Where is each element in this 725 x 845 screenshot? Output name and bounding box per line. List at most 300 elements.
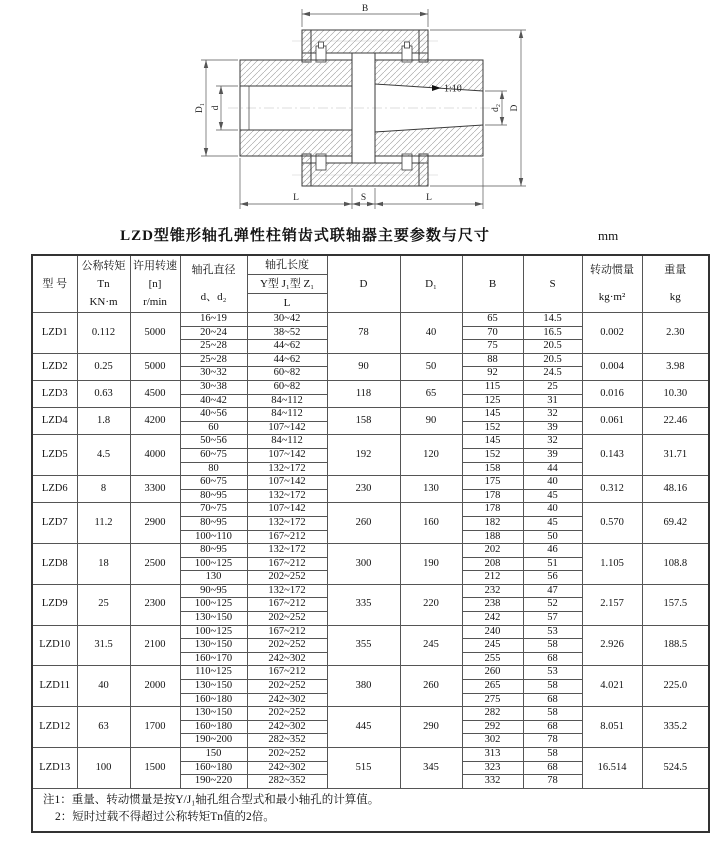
header-line: kg·m² [598, 291, 626, 303]
cell-weight: 10.30 [642, 380, 709, 407]
table-row [32, 748, 709, 762]
dim-arrow-icon [219, 86, 223, 94]
cell-bore-length: 107~142 [247, 448, 327, 462]
cell-S: 68 [523, 720, 582, 734]
cell-bore-length: 167~212 [247, 598, 327, 612]
cell-S: 32 [523, 435, 582, 449]
notes-cell [32, 788, 709, 832]
cell-D1: 40 [400, 313, 462, 354]
header-line: KN·m [89, 296, 118, 308]
dim-arrow-icon [375, 202, 383, 206]
cell-bore-diameter: 40~42 [180, 394, 247, 408]
cell-bore-length: 132~172 [247, 544, 327, 558]
pin-cap-top-right [405, 42, 410, 48]
cell-torque: 63 [77, 707, 130, 748]
col-header-bore-length [247, 255, 327, 313]
cell-bore-length: 202~252 [247, 612, 327, 626]
cell-bore-diameter: 25~28 [180, 353, 247, 367]
cell-B: 145 [462, 408, 523, 422]
cell-bore-length: 60~82 [247, 380, 327, 394]
dim-arrow-icon [344, 202, 352, 206]
cell-speed: 5000 [130, 313, 180, 354]
cell-model: LZD3 [32, 380, 77, 407]
cell-bore-diameter: 60 [180, 421, 247, 435]
header-line: Y型 J₁型 Z₁ [248, 275, 327, 294]
cell-model: LZD7 [32, 503, 77, 544]
cell-D: 335 [327, 584, 400, 625]
cell-S: 46 [523, 544, 582, 558]
table-wrapper [0, 250, 725, 833]
cell-bore-length: 167~212 [247, 625, 327, 639]
cell-S: 51 [523, 557, 582, 571]
cell-speed: 2000 [130, 666, 180, 707]
cell-torque: 40 [77, 666, 130, 707]
cell-bore-diameter: 25~28 [180, 340, 247, 354]
cell-bore-length: 38~52 [247, 326, 327, 340]
cell-S: 78 [523, 775, 582, 789]
cell-inertia: 0.016 [582, 380, 642, 407]
cell-model: LZD13 [32, 748, 77, 789]
cell-B: 178 [462, 503, 523, 517]
cell-S: 68 [523, 761, 582, 775]
cell-bore-length: 44~62 [247, 340, 327, 354]
cell-speed: 2300 [130, 584, 180, 625]
sleeve-top-flange-right [419, 30, 428, 62]
cell-S: 25 [523, 380, 582, 394]
cell-weight: 22.46 [642, 408, 709, 435]
cell-B: 212 [462, 571, 523, 585]
cell-B: 152 [462, 421, 523, 435]
cell-bore-length: 84~112 [247, 435, 327, 449]
dim-label-d: d [211, 105, 221, 111]
cell-S: 68 [523, 652, 582, 666]
cell-bore-diameter: 130~150 [180, 612, 247, 626]
cell-inertia: 16.514 [582, 748, 642, 789]
cell-torque: 4.5 [77, 435, 130, 476]
cell-B: 260 [462, 666, 523, 680]
header-row [32, 255, 709, 313]
cell-weight: 108.8 [642, 544, 709, 585]
cell-speed: 3300 [130, 476, 180, 503]
cell-B: 178 [462, 489, 523, 503]
notes-row [32, 788, 709, 832]
cell-D: 230 [327, 476, 400, 503]
cell-S: 24.5 [523, 367, 582, 381]
cell-D1: 65 [400, 380, 462, 407]
cell-bore-diameter: 60~75 [180, 476, 247, 490]
cell-D1: 160 [400, 503, 462, 544]
cell-speed: 2100 [130, 625, 180, 666]
cell-B: 255 [462, 652, 523, 666]
cell-bore-length: 44~62 [247, 353, 327, 367]
cell-bore-diameter: 80~95 [180, 489, 247, 503]
cell-bore-length: 132~172 [247, 462, 327, 476]
cell-bore-length: 84~112 [247, 394, 327, 408]
taper-label: 1:10 [444, 83, 462, 95]
cell-weight: 69.42 [642, 503, 709, 544]
cell-speed: 2900 [130, 503, 180, 544]
dim-arrow-icon [240, 202, 248, 206]
cell-bore-diameter: 80 [180, 462, 247, 476]
cell-bore-diameter: 30~32 [180, 367, 247, 381]
note-2: 2：短时过载不得超过公称转矩Tn值的2倍。 [55, 810, 275, 823]
cell-bore-length: 242~302 [247, 652, 327, 666]
hub-right-hatch-bottom [375, 125, 483, 156]
cell-speed: 4000 [130, 435, 180, 476]
cell-torque: 31.5 [77, 625, 130, 666]
cell-bore-length: 107~142 [247, 421, 327, 435]
sleeve-bottom-flange-left [302, 154, 311, 186]
cell-D: 260 [327, 503, 400, 544]
cell-bore-diameter: 160~180 [180, 693, 247, 707]
col-header-torque [77, 255, 130, 313]
cell-weight: 188.5 [642, 625, 709, 666]
table-row [32, 503, 709, 517]
cell-B: 125 [462, 394, 523, 408]
cell-bore-length: 242~302 [247, 720, 327, 734]
cell-S: 20.5 [523, 353, 582, 367]
cell-B: 202 [462, 544, 523, 558]
table-row [32, 544, 709, 558]
cell-bore-length: 202~252 [247, 707, 327, 721]
cell-torque: 8 [77, 476, 130, 503]
cell-bore-diameter: 130~150 [180, 707, 247, 721]
table-row [32, 707, 709, 721]
cell-torque: 0.25 [77, 353, 130, 380]
cell-bore-length: 60~82 [247, 367, 327, 381]
cell-B: 175 [462, 476, 523, 490]
cell-S: 45 [523, 489, 582, 503]
dim-arrow-icon [367, 202, 375, 206]
cell-bore-diameter: 50~56 [180, 435, 247, 449]
cell-speed: 5000 [130, 353, 180, 380]
coupling-section-drawing [0, 0, 725, 222]
cell-bore-length: 107~142 [247, 503, 327, 517]
cell-B: 245 [462, 639, 523, 653]
cell-D1: 120 [400, 435, 462, 476]
parameter-table [31, 254, 710, 833]
cell-inertia: 0.061 [582, 408, 642, 435]
cell-S: 50 [523, 530, 582, 544]
header-line: Tn [97, 278, 110, 290]
cell-B: 70 [462, 326, 523, 340]
dim-label-B: B [361, 4, 369, 14]
hub-left-hatch-top [240, 60, 352, 86]
cell-S: 68 [523, 693, 582, 707]
hub-right-hatch-top [375, 60, 483, 91]
cell-speed: 2500 [130, 544, 180, 585]
cell-inertia: 0.312 [582, 476, 642, 503]
cell-model: LZD5 [32, 435, 77, 476]
cell-D: 355 [327, 625, 400, 666]
cell-B: 313 [462, 748, 523, 762]
cell-bore-diameter: 130 [180, 571, 247, 585]
cell-S: 40 [523, 476, 582, 490]
cell-B: 332 [462, 775, 523, 789]
cell-inertia: 1.105 [582, 544, 642, 585]
cell-inertia: 4.021 [582, 666, 642, 707]
col-header-S: S [523, 255, 582, 313]
hub-left-hatch-bottom [240, 130, 352, 156]
cell-S: 53 [523, 625, 582, 639]
cell-inertia: 0.570 [582, 503, 642, 544]
dim-arrow-icon [219, 122, 223, 130]
cell-B: 265 [462, 680, 523, 694]
cell-weight: 3.98 [642, 353, 709, 380]
table-header [32, 255, 709, 313]
col-header-speed [130, 255, 180, 313]
col-header-bore-diameter [180, 255, 247, 313]
table-row [32, 380, 709, 394]
sleeve-bottom-flange-right [419, 154, 428, 186]
cell-inertia: 8.051 [582, 707, 642, 748]
cell-bore-length: 202~252 [247, 748, 327, 762]
cell-bore-diameter: 160~180 [180, 720, 247, 734]
cell-bore-diameter: 16~19 [180, 313, 247, 327]
cell-B: 115 [462, 380, 523, 394]
table-row [32, 435, 709, 449]
cell-bore-length: 202~252 [247, 680, 327, 694]
header-line: r/min [143, 296, 167, 308]
cell-model: LZD8 [32, 544, 77, 585]
table-row [32, 476, 709, 490]
cell-weight: 48.16 [642, 476, 709, 503]
cell-bore-diameter: 100~110 [180, 530, 247, 544]
cell-B: 145 [462, 435, 523, 449]
cell-bore-length: 167~212 [247, 557, 327, 571]
cell-B: 292 [462, 720, 523, 734]
cell-torque: 11.2 [77, 503, 130, 544]
title-row [0, 222, 725, 250]
cell-bore-diameter: 40~56 [180, 408, 247, 422]
sleeve-top-flange-left [302, 30, 311, 62]
header-line: 公称转矩 [81, 260, 126, 272]
cell-bore-diameter: 160~180 [180, 761, 247, 775]
cell-torque: 100 [77, 748, 130, 789]
cell-D1: 190 [400, 544, 462, 585]
header-line: d、d₂ [200, 291, 227, 303]
cell-S: 40 [523, 503, 582, 517]
dim-arrow-icon [519, 178, 523, 186]
cell-S: 56 [523, 571, 582, 585]
cell-torque: 18 [77, 544, 130, 585]
cell-D1: 220 [400, 584, 462, 625]
cell-S: 58 [523, 707, 582, 721]
header-line: kg [669, 291, 681, 303]
dim-arrow-icon [204, 148, 208, 156]
cell-bore-length: 167~212 [247, 530, 327, 544]
cell-D1: 260 [400, 666, 462, 707]
cell-S: 14.5 [523, 313, 582, 327]
cell-bore-diameter: 100~125 [180, 625, 247, 639]
header-line: 轴孔长度 [248, 256, 327, 275]
cell-S: 58 [523, 748, 582, 762]
cell-bore-diameter: 130~150 [180, 639, 247, 653]
header-line: [n] [148, 278, 162, 290]
cell-B: 232 [462, 584, 523, 598]
cell-B: 75 [462, 340, 523, 354]
cell-S: 39 [523, 448, 582, 462]
cell-weight: 225.0 [642, 666, 709, 707]
dim-arrow-icon [519, 30, 523, 38]
dim-label-S: S [360, 193, 367, 203]
cell-inertia: 0.002 [582, 313, 642, 354]
cell-bore-length: 132~172 [247, 489, 327, 503]
cell-D1: 50 [400, 353, 462, 380]
cell-model: LZD4 [32, 408, 77, 435]
cell-bore-length: 282~352 [247, 734, 327, 748]
cell-B: 323 [462, 761, 523, 775]
table-row [32, 625, 709, 639]
cell-B: 158 [462, 462, 523, 476]
cell-D1: 90 [400, 408, 462, 435]
cell-torque: 0.112 [77, 313, 130, 354]
cell-S: 53 [523, 666, 582, 680]
cell-D1: 130 [400, 476, 462, 503]
cell-model: LZD1 [32, 313, 77, 354]
cell-B: 208 [462, 557, 523, 571]
header-line: 轴孔直径 [191, 264, 236, 276]
col-header-weight [642, 255, 709, 313]
header-line: 许用转速 [133, 260, 177, 272]
cell-D: 78 [327, 313, 400, 354]
cell-bore-diameter: 20~24 [180, 326, 247, 340]
cell-torque: 1.8 [77, 408, 130, 435]
cell-speed: 1700 [130, 707, 180, 748]
dim-label-d2: d₂ [491, 103, 501, 113]
cell-bore-diameter: 80~95 [180, 544, 247, 558]
cell-D: 445 [327, 707, 400, 748]
cell-bore-diameter: 60~75 [180, 448, 247, 462]
dim-arrow-icon [420, 12, 428, 16]
dim-label-L-right: L [426, 193, 432, 203]
dim-label-D: D [510, 104, 520, 112]
dim-arrow-icon [475, 202, 483, 206]
pin-cap-top-left [319, 42, 324, 48]
cell-B: 188 [462, 530, 523, 544]
cell-B: 65 [462, 313, 523, 327]
cell-bore-diameter: 190~200 [180, 734, 247, 748]
cell-weight: 524.5 [642, 748, 709, 789]
cell-S: 44 [523, 462, 582, 476]
cell-D: 515 [327, 748, 400, 789]
cell-model: LZD9 [32, 584, 77, 625]
cell-weight: 31.71 [642, 435, 709, 476]
table-row [32, 584, 709, 598]
cell-speed: 4500 [130, 380, 180, 407]
cell-S: 20.5 [523, 340, 582, 354]
dim-arrow-icon [500, 91, 504, 99]
cell-bore-diameter: 130~150 [180, 680, 247, 694]
unit-label: mm [598, 228, 619, 243]
cell-D: 192 [327, 435, 400, 476]
cell-S: 58 [523, 639, 582, 653]
cell-model: LZD11 [32, 666, 77, 707]
cell-bore-diameter: 80~95 [180, 516, 247, 530]
col-header-D: D [327, 255, 400, 313]
cell-bore-length: 242~302 [247, 693, 327, 707]
cell-inertia: 2.157 [582, 584, 642, 625]
cell-B: 282 [462, 707, 523, 721]
cell-torque: 25 [77, 584, 130, 625]
cell-D: 380 [327, 666, 400, 707]
cell-model: LZD10 [32, 625, 77, 666]
table-row [32, 408, 709, 422]
cell-bore-length: 282~352 [247, 775, 327, 789]
cell-S: 57 [523, 612, 582, 626]
cell-bore-diameter: 150 [180, 748, 247, 762]
cell-D: 90 [327, 353, 400, 380]
header-line: 转动惯量 [590, 264, 634, 276]
cell-speed: 4200 [130, 408, 180, 435]
cell-bore-diameter: 100~125 [180, 557, 247, 571]
cell-model: LZD6 [32, 476, 77, 503]
dim-arrow-icon [204, 60, 208, 68]
table-row [32, 313, 709, 327]
header-line: L [283, 297, 291, 309]
cell-S: 45 [523, 516, 582, 530]
dim-label-D1: D₁ [195, 102, 205, 114]
cell-inertia: 2.926 [582, 625, 642, 666]
table-footer [32, 788, 709, 832]
cell-B: 242 [462, 612, 523, 626]
cell-bore-diameter: 30~38 [180, 380, 247, 394]
cell-torque: 0.63 [77, 380, 130, 407]
cell-bore-diameter: 110~125 [180, 666, 247, 680]
cell-bore-diameter: 100~125 [180, 598, 247, 612]
cell-D: 300 [327, 544, 400, 585]
cell-S: 52 [523, 598, 582, 612]
cell-B: 240 [462, 625, 523, 639]
cell-D1: 345 [400, 748, 462, 789]
cell-inertia: 0.143 [582, 435, 642, 476]
cell-weight: 2.30 [642, 313, 709, 354]
cell-B: 275 [462, 693, 523, 707]
cell-bore-length: 202~252 [247, 571, 327, 585]
col-header-B: B [462, 255, 523, 313]
cell-inertia: 0.004 [582, 353, 642, 380]
cell-model: LZD2 [32, 353, 77, 380]
cell-D: 158 [327, 408, 400, 435]
cell-bore-length: 30~42 [247, 313, 327, 327]
cell-bore-length: 132~172 [247, 516, 327, 530]
cell-S: 39 [523, 421, 582, 435]
col-header-inertia [582, 255, 642, 313]
dim-label-L-left: L [293, 193, 299, 203]
cell-bore-length: 132~172 [247, 584, 327, 598]
cell-S: 78 [523, 734, 582, 748]
cell-model: LZD12 [32, 707, 77, 748]
cell-B: 152 [462, 448, 523, 462]
col-header-D1: D₁ [400, 255, 462, 313]
col-header-model: 型 号 [32, 255, 77, 313]
cell-S: 32 [523, 408, 582, 422]
header-line: 重量 [664, 264, 687, 276]
table-row [32, 666, 709, 680]
cell-B: 92 [462, 367, 523, 381]
coupling-drawing-svg [0, 0, 725, 222]
dim-arrow-icon [500, 117, 504, 125]
cell-B: 302 [462, 734, 523, 748]
cell-bore-diameter: 70~75 [180, 503, 247, 517]
cell-bore-diameter: 90~95 [180, 584, 247, 598]
table-body [32, 313, 709, 789]
cell-B: 238 [462, 598, 523, 612]
page-title: LZD型锥形轴孔弹性柱销齿式联轴器主要参数与尺寸 [120, 228, 490, 244]
cell-bore-length: 107~142 [247, 476, 327, 490]
cell-D1: 245 [400, 625, 462, 666]
cell-S: 16.5 [523, 326, 582, 340]
